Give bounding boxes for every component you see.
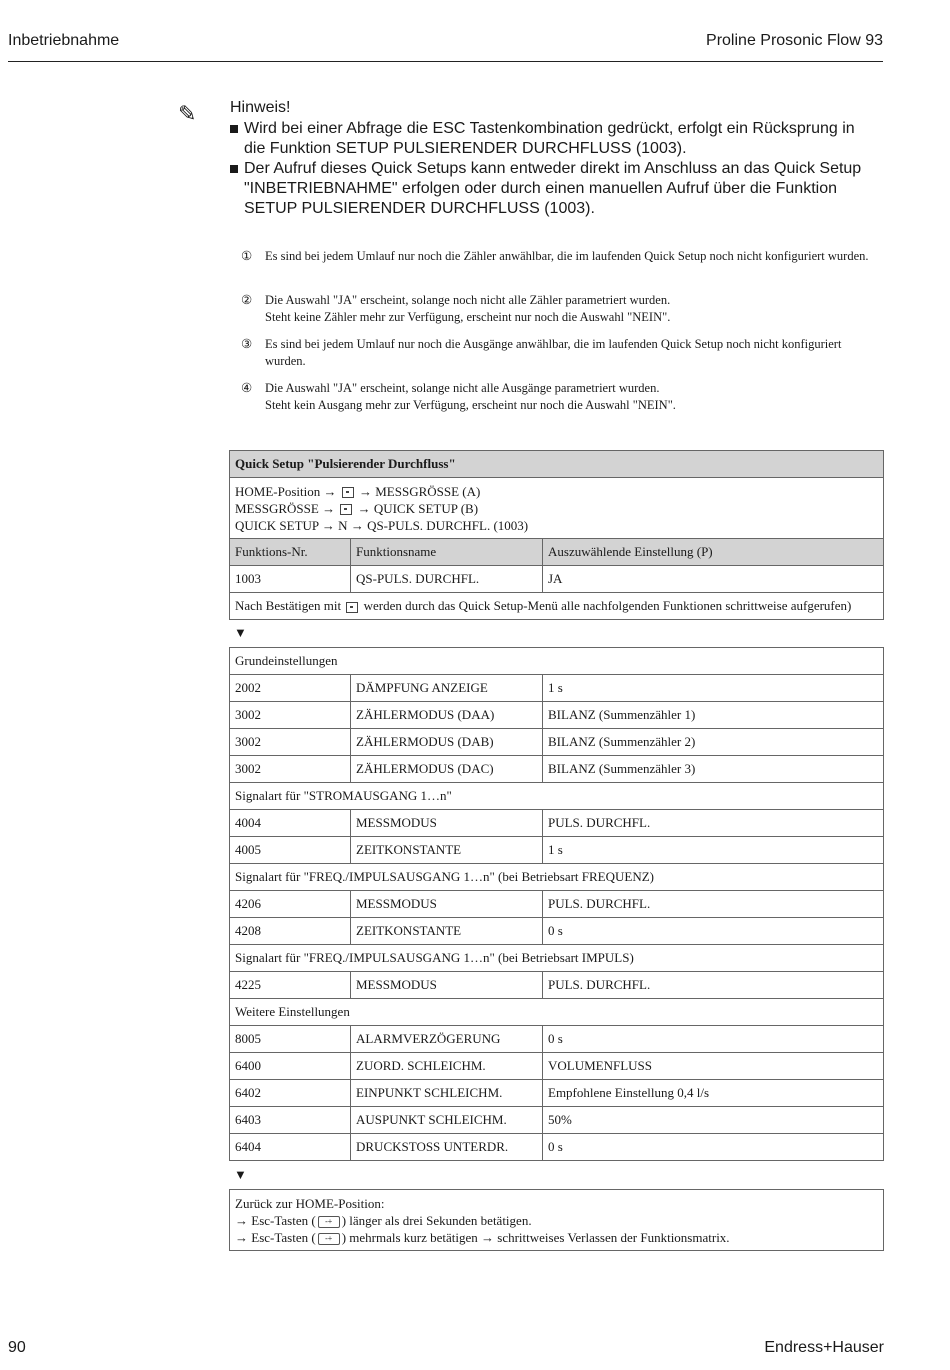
table-row <box>230 1026 884 1053</box>
table-header-row <box>230 539 884 566</box>
group-row <box>230 864 884 891</box>
function-name: DRUCKSTOSS UNTERDR. <box>351 1134 543 1161</box>
group-label: Weitere Einstellungen <box>230 999 884 1026</box>
function-name: DÄMPFUNG ANZEIGE <box>351 675 543 702</box>
pencil-icon: ✎ <box>178 101 197 126</box>
function-value: BILANZ (Summenzähler 1) <box>543 702 884 729</box>
function-number: 4225 <box>230 972 351 999</box>
product-name: Proline Prosonic Flow 93 <box>706 32 883 49</box>
function-name: QS-PULS. DURCHFL. <box>351 566 543 593</box>
table-row <box>230 451 884 478</box>
column-header: Funktionsname <box>351 539 543 566</box>
page-header <box>8 30 883 62</box>
function-value: BILANZ (Summenzähler 3) <box>543 756 884 783</box>
function-name: MESSMODUS <box>351 810 543 837</box>
arrow-down-icon: ▼ <box>234 1167 247 1182</box>
table-row <box>230 810 884 837</box>
function-name: ZUORD. SCHLEICHM. <box>351 1053 543 1080</box>
function-value: 0 s <box>543 918 884 945</box>
column-header: Auszuwählende Einstellung (P) <box>543 539 884 566</box>
enter-key-icon <box>346 602 358 613</box>
function-value: VOLUMENFLUSS <box>543 1053 884 1080</box>
brand-name: Endress+Hauser <box>764 1339 884 1356</box>
esc-key-icon: -+ <box>318 1233 340 1245</box>
quick-setup-table <box>229 450 884 620</box>
function-number: 4208 <box>230 918 351 945</box>
table-row <box>230 1053 884 1080</box>
group-label: Signalart für "FREQ./IMPULSAUSGANG 1…n" (bei Betriebsart FREQUENZ) <box>230 864 884 891</box>
esc-key-icon: -+ <box>318 1216 340 1228</box>
function-name: MESSMODUS <box>351 891 543 918</box>
function-value: 1 s <box>543 837 884 864</box>
table-row <box>230 1107 884 1134</box>
table-row <box>230 756 884 783</box>
page-number: 90 <box>8 1339 26 1356</box>
plus-key-icon <box>340 504 352 515</box>
note-item: Wird bei einer Abfrage die ESC Tastenkombination gedrückt, erfolgt ein Rücksprung in die Funktion SETUP PULSIERENDER DURCHFLUSS (1003). <box>230 119 870 159</box>
function-number: 3002 <box>230 756 351 783</box>
function-name: AUSPUNKT SCHLEICHM. <box>351 1107 543 1134</box>
function-number: 4005 <box>230 837 351 864</box>
arrow-down-icon: ▼ <box>234 625 247 640</box>
table-row <box>230 972 884 999</box>
function-number: 8005 <box>230 1026 351 1053</box>
table-row <box>230 891 884 918</box>
function-value: 50% <box>543 1107 884 1134</box>
function-value: PULS. DURCHFL. <box>543 810 884 837</box>
function-number: 6404 <box>230 1134 351 1161</box>
group-row <box>230 783 884 810</box>
group-row <box>230 648 884 675</box>
table-row <box>230 918 884 945</box>
function-name: ZÄHLERMODUS (DAB) <box>351 729 543 756</box>
function-value: JA <box>543 566 884 593</box>
function-name: EINPUNKT SCHLEICHM. <box>351 1080 543 1107</box>
table-row <box>230 593 884 620</box>
section-title: Inbetriebnahme <box>8 32 120 49</box>
group-label: Signalart für "STROMAUSGANG 1…n" <box>230 783 884 810</box>
function-number: 4206 <box>230 891 351 918</box>
function-number: 3002 <box>230 729 351 756</box>
return-instructions: Zurück zur HOME-Position: → Esc-Tasten ( -+ ) länger als drei Sekunden betätigen. → Esc-Tasten ( -+ ) mehrmals kurz betätigen → schrittweises Verlassen der Funktionsmatrix. <box>230 1190 884 1251</box>
function-number: 2002 <box>230 675 351 702</box>
table-row <box>230 729 884 756</box>
function-number: 6403 <box>230 1107 351 1134</box>
table-row <box>230 478 884 539</box>
return-table <box>229 1189 884 1251</box>
table-row <box>230 1190 884 1251</box>
function-number: 3002 <box>230 702 351 729</box>
function-value: PULS. DURCHFL. <box>543 891 884 918</box>
function-number: 6400 <box>230 1053 351 1080</box>
group-label: Signalart für "FREQ./IMPULSAUSGANG 1…n" (bei Betriebsart IMPULS) <box>230 945 884 972</box>
function-name: ALARMVERZÖGERUNG <box>351 1026 543 1053</box>
table-row <box>230 566 884 593</box>
table-row <box>230 837 884 864</box>
note-list <box>230 119 870 219</box>
table-row <box>230 1134 884 1161</box>
group-row <box>230 999 884 1026</box>
function-name: ZEITKONSTANTE <box>351 837 543 864</box>
function-value: PULS. DURCHFL. <box>543 972 884 999</box>
function-name: MESSMODUS <box>351 972 543 999</box>
confirm-note: Nach Bestätigen mit werden durch das Quick Setup-Menü alle nachfolgenden Funktionen schrittweise aufgerufen) <box>230 593 884 620</box>
enter-key-icon <box>342 487 354 498</box>
group-label: Grundeinstellungen <box>230 648 884 675</box>
bullet-square-icon <box>230 125 238 133</box>
settings-table <box>229 647 884 1161</box>
function-value: Empfohlene Einstellung 0,4 l/s <box>543 1080 884 1107</box>
table-row <box>230 702 884 729</box>
function-number: 4004 <box>230 810 351 837</box>
function-value: 1 s <box>543 675 884 702</box>
table-row <box>230 1080 884 1107</box>
function-value: 0 s <box>543 1134 884 1161</box>
quick-setup-title: Quick Setup "Pulsierender Durchfluss" <box>230 451 884 478</box>
group-row <box>230 945 884 972</box>
function-number: 6402 <box>230 1080 351 1107</box>
note-title: Hinweis! <box>230 99 291 116</box>
function-value: 0 s <box>543 1026 884 1053</box>
function-number: 1003 <box>230 566 351 593</box>
note-item: Der Aufruf dieses Quick Setups kann entweder direkt im Anschluss an das Quick Setup "INBETRIEBNAHME" erfolgen oder durch einen manuellen Aufruf über die Funktion SETUP PULSIERENDER DURCHFLUSS (1003). <box>230 159 870 219</box>
function-name: ZEITKONSTANTE <box>351 918 543 945</box>
bullet-square-icon <box>230 165 238 173</box>
function-name: ZÄHLERMODUS (DAC) <box>351 756 543 783</box>
function-name: ZÄHLERMODUS (DAA) <box>351 702 543 729</box>
navigation-path: HOME-Position → → MESSGRÖSSE (A) MESSGRÖSSE → → QUICK SETUP (B) QUICK SETUP → N → QS-PULS. DURCHFL. (1003) <box>230 478 884 539</box>
function-value: BILANZ (Summenzähler 2) <box>543 729 884 756</box>
column-header: Funktions-Nr. <box>230 539 351 566</box>
table-row <box>230 675 884 702</box>
